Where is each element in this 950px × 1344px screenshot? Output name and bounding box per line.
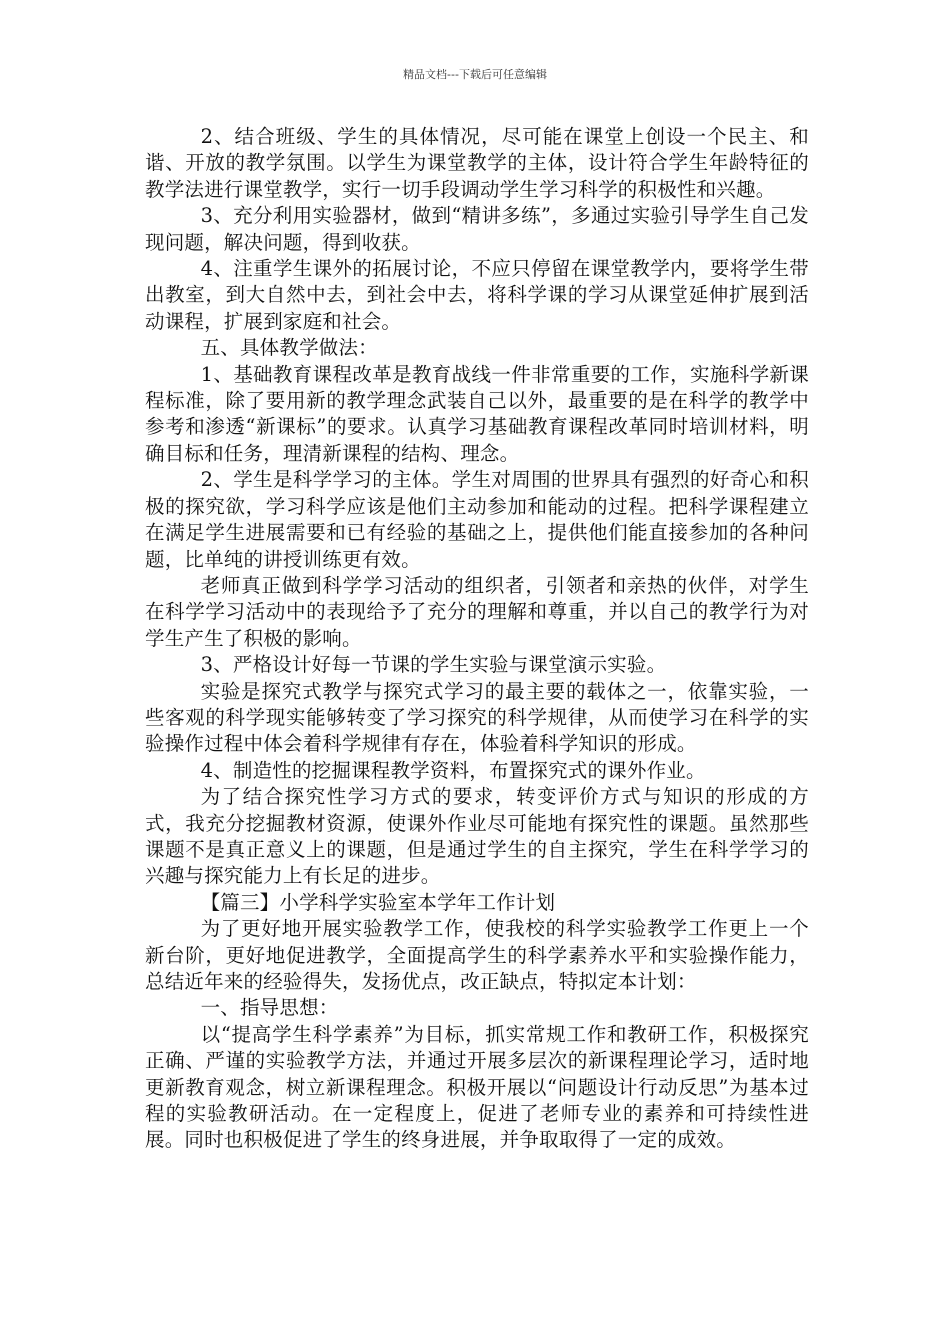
- paragraph-curriculum-reform: 1、基础教育课程改革是教育战线一件非常重要的工作，实施科学新课程标准，除了要用新的教学理念武装自己以外，最重要的是在科学的教学中参考和渗透“新课标”的要求。认真学习基础教育课程改革同时培训材料，明确目标和任务，理清新课程的结构、理念。: [145, 362, 809, 465]
- paragraph-student-subject: 2、学生是科学学习的主体。学生对周围的世界具有强烈的好奇心和积极的探究欲，学习科学应该是他们主动参加和能动的过程。把科学课程建立在满足学生进展需要和已有经验的基础之上，提供他们能直接参加的各种问题，比单纯的讲授训练更有效。: [145, 468, 809, 571]
- document-body: [145, 124, 809, 1154]
- section-heading-teaching-methods: 五、具体教学做法：: [200, 336, 378, 360]
- section-heading-part-three: 【篇三】小学科学实验室本学年工作计划: [200, 890, 556, 914]
- section-heading-guiding-ideology: 一、指导思想：: [200, 996, 339, 1020]
- paragraph-extracurricular: 4、注重学生课外的拓展讨论，不应只停留在课堂教学内，要将学生带出教室，到大自然中去，到社会中去，将科学课的学习从课堂延伸扩展到活动课程，扩展到家庭和社会。: [145, 257, 809, 333]
- paragraph-use-equipment: 3、充分利用实验器材，做到“精讲多练”，多通过实验引导学生自己发现问题，解决问题，得到收获。: [145, 204, 809, 254]
- paragraph-experiment-carrier: 实验是探究式教学与探究式学习的最主要的载体之一，依靠实验，一些客观的科学现实能够转变了学习探究的科学规律，从而使学习在科学的实验操作过程中体会着科学规律有存在，体验着科学知识的形成。: [145, 679, 809, 756]
- paragraph-homework: 4、制造性的挖掘课程教学资料，布置探究式的课外作业。: [200, 758, 706, 782]
- paragraph-teacher-role: 老师真正做到科学学习活动的组织者，引领者和亲热的伙伴，对学生在科学学习活动中的表现给予了充分的理解和尊重，并以自己的教学行为对学生产生了积极的影响。: [145, 573, 809, 650]
- paragraph-design-experiments: 3、严格设计好每一节课的学生实验与课堂演示实验。: [200, 653, 667, 677]
- paragraph-inquiry-learning: 为了结合探究性学习方式的要求，转变评价方式与知识的形成的方式，我充分挖掘教材资源，使课外作业尽可能地有探究性的课题。虽然那些课题不是真正意义上的课题，但是通过学生的自主探究，学生在科学学习的兴趣与探究能力上有长足的进步。: [145, 785, 809, 888]
- page-header: 精品文档---下载后可任意编辑: [403, 68, 547, 81]
- paragraph-class-atmosphere: 2、结合班级、学生的具体情况，尽可能在课堂上创设一个民主、和谐、开放的教学氛围。以学生为课堂教学的主体，设计符合学生年龄特征的教学法进行课堂教学，实行一切手段调动学生学习科学的积极性和兴趣。: [145, 125, 809, 201]
- paragraph-guiding-ideology: 以“提高学生科学素养”为目标，抓实常规工作和教研工作，积极探究正确、严谨的实验教学方法，并通过开展多层次的新课程理论学习，适时地更新教育观念，树立新课程理念。积极开展以“问题设计行动反思”为基本过程的实验教研活动。在一定程度上，促进了老师专业的素养和可持续性进展。同时也积极促进了学生的终身进展，并争取取得了一定的成效。: [145, 1022, 809, 1152]
- paragraph-lab-plan-intro: 为了更好地开展实验教学工作，使我校的科学实验教学工作更上一个新台阶，更好地促进教学，全面提高学生的科学素养水平和实验操作能力，总结近年来的经验得失，发扬优点，改正缺点，特拟定本计划：: [145, 917, 809, 993]
